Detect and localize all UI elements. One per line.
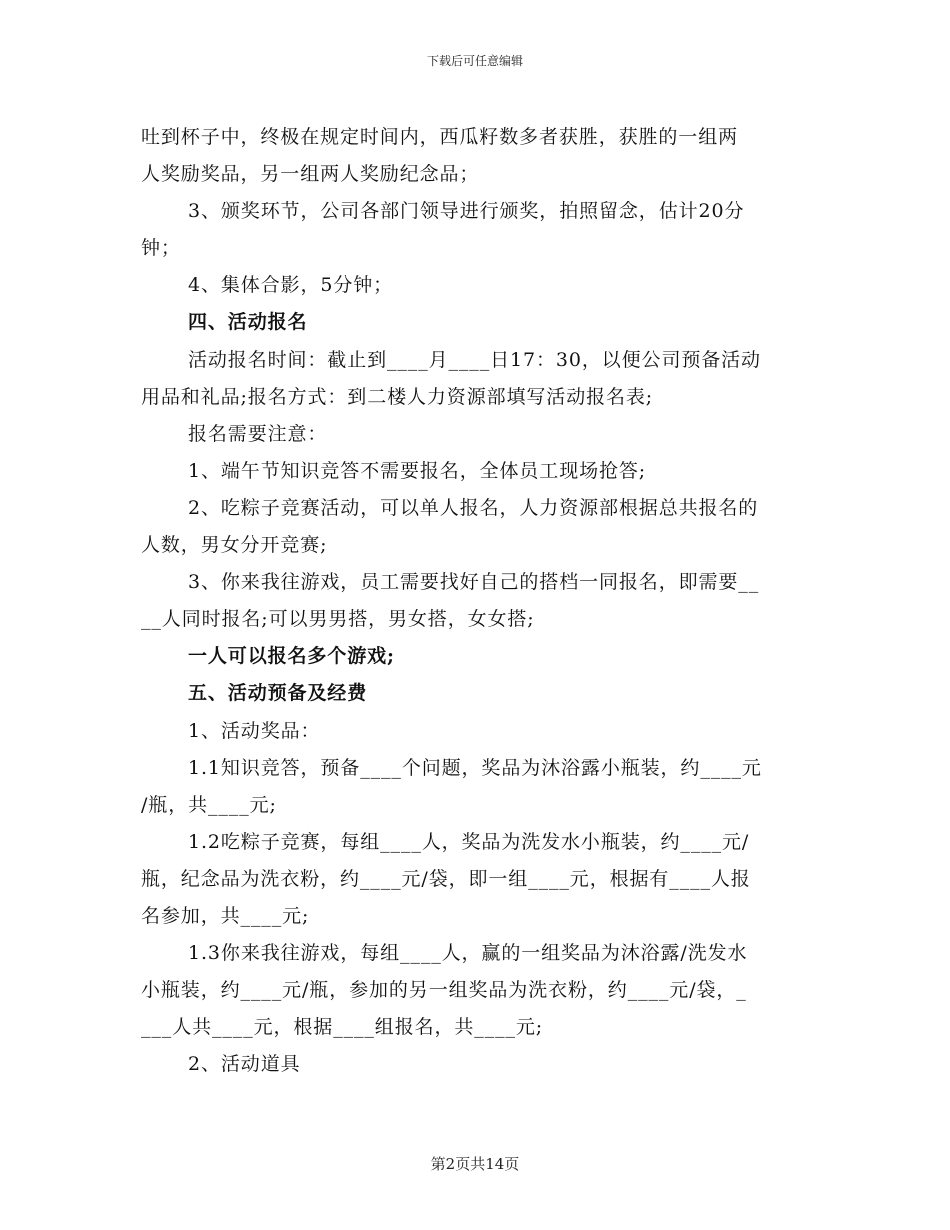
body-line: 报名需要注意： [188,422,328,445]
body-line: 用品和礼品;报名方式：到二楼人力资源部填写活动报名表; [141,385,654,408]
body-line: 瓶，纪念品为洗衣粉，约____元/袋，即一组____元，根据有____人报 [141,867,751,890]
body-line: ___人共____元，根据____组报名，共____元; [141,1016,544,1039]
document-body [141,128,813,1092]
body-line: __人同时报名;可以男男搭，男女搭，女女搭; [141,608,535,631]
body-line: 活动报名时间：截止到____月____日17：30，以便公司预备活动 [188,348,761,371]
body-line: 2、活动道具 [188,1053,301,1076]
body-line: 4、集体合影，5分钟； [188,274,394,297]
body-line: 3、你来我往游戏，员工需要找好自己的搭档一同报名，即需要__ [188,571,760,594]
body-line: 1.1知识竞答，预备____个问题，奖品为沐浴露小瓶装，约____元 [188,756,762,779]
body-line: 1.2吃粽子竞赛，每组____人，奖品为洗发水小瓶装，约____元/ [188,830,750,853]
bold-note: 一人可以报名多个游戏; [188,645,395,668]
body-line: 3、颁奖环节，公司各部门领导进行颁奖，拍照留念，估计20分 [188,200,745,223]
body-line: /瓶，共____元; [141,793,277,816]
page-footer: 第2页共14页 [430,1155,520,1173]
body-line: 1、活动奖品： [188,719,321,742]
section-heading: 四、活动报名 [188,311,308,334]
body-line: 人奖励奖品，另一组两人奖励纪念品； [141,163,480,186]
body-line: 吐到杯子中，终极在规定时间内，西瓜籽数多者获胜，获胜的一组两 [141,126,739,148]
body-line: 小瓶装，约____元/瓶，参加的另一组奖品为洗衣粉，约____元/袋，_ [141,979,747,1002]
body-line: 1、端午节知识竞答不需要报名，全体员工现场抢答; [188,459,647,482]
body-line: 名参加，共____元; [141,904,310,927]
body-line: 人数，男女分开竞赛; [141,534,328,557]
body-line: 钟； [141,237,181,260]
body-line: 2、吃粽子竞赛活动，可以单人报名，人力资源部根据总共报名的 [188,496,759,519]
page-header: 下载后可任意编辑 [426,54,523,68]
section-heading: 五、活动预备及经费 [188,682,368,705]
body-line: 1.3你来我往游戏，每组____人，赢的一组奖品为沐浴露/洗发水 [188,942,748,965]
